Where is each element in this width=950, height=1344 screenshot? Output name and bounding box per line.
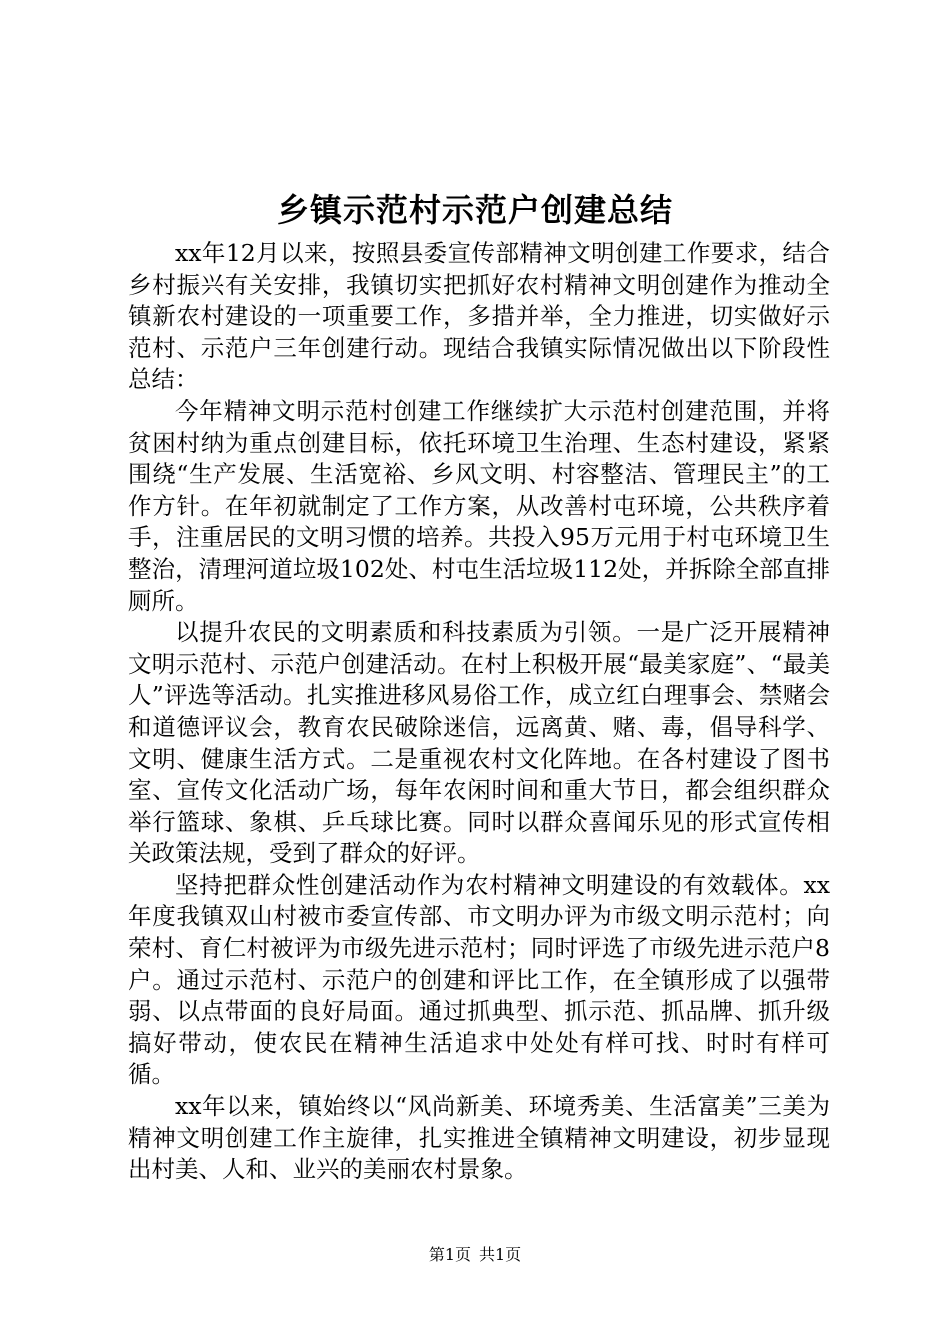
document-body	[128, 238, 830, 1186]
paragraph-model-village: 今年精神文明示范村创建工作继续扩大示范村创建范围，并将贫困村纳为重点创建目标，依托环境卫生治理、生态村建设，紧紧围绕“生产发展、生活宽裕、乡风文明、村容整洁、管理民主”的工作方针。在年初就制定了工作方案，从改善村屯环境，公共秩序着手，注重居民的文明习惯的培养。共投入95万元用于村屯环境卫生整治，清理河道垃圾102处、村屯生活垃圾112处，并拆除全部直排厕所。	[128, 396, 830, 615]
page-total: 共1页	[479, 1245, 522, 1264]
page-number: 第1页	[428, 1245, 471, 1264]
document-title: 乡镇示范村示范户创建总结	[276, 191, 673, 229]
paragraph-farmer-quality: 以提升农民的文明素质和科技素质为引领。一是广泛开展精神文明示范村、示范户创建活动。在村上积极开展“最美家庭”、“最美人”评选等活动。扎实推进移风易俗工作，成立红白理事会、禁赌会和道德评议会，教育农民破除迷信，远离黄、赌、毒，倡导科学、文明、健康生活方式。二是重视农村文化阵地。在各村建设了图书室、宣传文化活动广场，每年农闲时间和重大节日，都会组织群众举行篮球、象棋、乒乓球比赛。同时以群众喜闻乐见的形式宣传相关政策法规，受到了群众的好评。	[128, 618, 830, 868]
paragraph-intro: xx年12月以来，按照县委宣传部精神文明创建工作要求，结合乡村振兴有关安排，我镇切实把抓好农村精神文明创建作为推动全镇新农村建设的一项重要工作，多措并举，全力推进，切实做好示范村、示范户三年创建行动。现结合我镇实际情况做出以下阶段性总结：	[128, 239, 830, 394]
page-footer	[0, 1244, 950, 1266]
paragraph-mass-activities: 坚持把群众性创建活动作为农村精神文明建设的有效载体。xx年度我镇双山村被市委宣传部、市文明办评为市级文明示范村；向荣村、育仁村被评为市级先进示范村；同时评选了市级先进示范户8户。通过示范村、示范户的创建和评比工作，在全镇形成了以强带弱、以点带面的良好局面。通过抓典型、抓示范、抓品牌、抓升级搞好带动，使农民在精神生活追求中处处有样可找、时时有样可循。	[128, 870, 830, 1089]
paragraph-conclusion: xx年以来，镇始终以“风尚新美、环境秀美、生活富美”三美为精神文明创建工作主旋律，扎实推进全镇精神文明建设，初步显现出村美、人和、业兴的美丽农村景象。	[128, 1092, 830, 1184]
